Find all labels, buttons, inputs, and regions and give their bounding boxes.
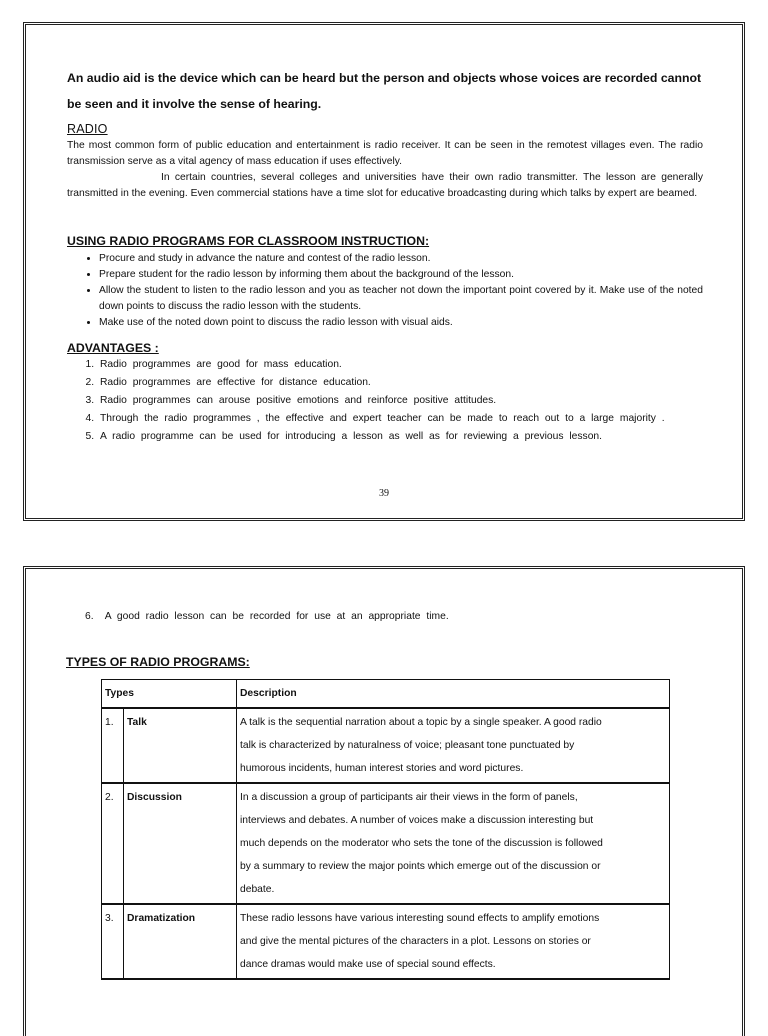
description-line: dance dramas would make use of special sound effects. [240,959,496,970]
row-number: 3. [102,904,124,979]
header-description: Description [237,680,670,709]
table-row [102,904,670,979]
using-radio-list [67,251,703,331]
description-line: debate. [240,884,275,895]
description-line: and give the mental pictures of the characters in a plot. Lessons on stories or [240,936,591,947]
table-row [102,708,670,783]
list-item: 4. Through the radio programmes , the effective and expert teacher can be made to reach out to a large majority . [100,410,667,428]
row-description [237,708,670,783]
list-item: 5. A radio programme can be used for introducing a lesson as well as for reviewing a previous lesson. [100,428,667,446]
row-type: Talk [124,708,237,783]
description-line: talk is characterized by naturalness of voice; pleasant tone punctuated by [240,740,575,751]
list-item: • Allow the student to listen to the radio lesson and you as teacher not down the important point covered by it. Make use of the noted down points to discuss the radio lesson with the students. [99,283,703,315]
using-radio-heading: USING RADIO PROGRAMS FOR CLASSROOM INSTRUCTION: [67,234,430,248]
description-line: by a summary to review the major points which emerge out of the discussion or [240,861,601,872]
description-line: In a discussion a group of participants air their views in the form of panels, [240,792,578,803]
page-39 [23,22,745,521]
radio-paragraph-1: The most common form of public education and entertainment is radio receiver. It can be seen in the remotest villages even. The radio transmission serve as a vital agency of mass education if uses effectively. [67,140,703,167]
radio-heading: RADIO [67,122,108,136]
description-line: These radio lessons have various interesting sound effects to amplify emotions [240,913,600,924]
row-number: 2. [102,783,124,904]
page-number: 39 [379,488,389,499]
intro-definition: An audio aid is the device which can be heard but the person and objects whose voices are recorded cannot be seen and it involve the sense of hearing. [67,71,702,111]
list-item: 2. Radio programmes are effective for distance education. [100,374,667,392]
description-line: interviews and debates. A number of voices make a discussion interesting but [240,815,594,826]
row-description [237,904,670,979]
row-number: 1. [102,708,124,783]
item-number: 6. [85,611,94,622]
item-text: A good radio lesson can be recorded for use at an appropriate time. [104,611,449,622]
description-line: A talk is the sequential narration about a topic by a single speaker. A good radio [240,717,602,728]
row-type: Discussion [124,783,237,904]
header-types: Types [102,680,237,709]
advantages-heading: ADVANTAGES : [67,341,159,355]
row-type: Dramatization [124,904,237,979]
description-line: much depends on the moderator who sets the tone of the discussion is followed [240,838,603,849]
list-item: 1. Radio programmes are good for mass education. [100,356,667,374]
types-heading: TYPES OF RADIO PROGRAMS: [66,655,250,669]
radio-paragraph-2: In certain countries, several colleges and universities have their own radio transmitter. The lesson are generally transmitted in the evening. Even commercial stations have a time slot for educative broadcasting during which talks by expert are beamed. [67,172,703,199]
list-item: • Procure and study in advance the nature and contest of the radio lesson. [99,251,703,267]
page-40 [23,566,745,1036]
list-item: • Make use of the noted down point to discuss the radio lesson with visual aids. [99,315,703,331]
table-header-row [102,680,670,709]
row-description [237,783,670,904]
table-row [102,783,670,904]
advantage-item-6 [85,611,449,622]
advantages-list [67,356,667,446]
list-item: 3. Radio programmes can arouse positive emotions and reinforce positive attitudes. [100,392,667,410]
types-table [101,679,670,980]
list-item: • Prepare student for the radio lesson by informing them about the background of the lesson. [99,267,703,283]
description-line: humorous incidents, human interest stories and word pictures. [240,763,524,774]
